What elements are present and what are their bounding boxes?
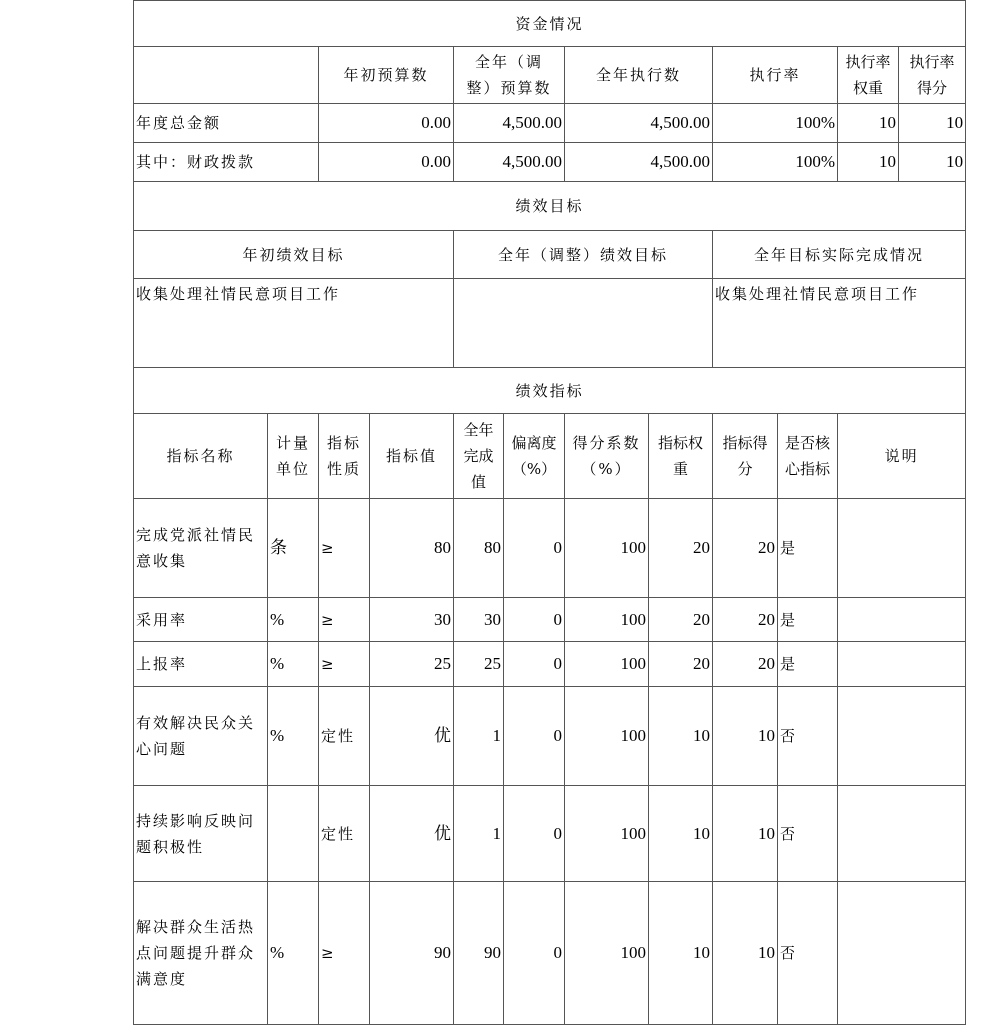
ind-value: 优 <box>370 687 454 786</box>
indicator-row <box>134 882 966 1025</box>
funds-row-weight: 10 <box>838 104 899 143</box>
ind-note <box>838 882 966 1025</box>
ind-header-done <box>454 414 504 499</box>
ind-header-core-line2: 心指标 <box>784 460 830 478</box>
ind-core: 是 <box>778 598 838 642</box>
ind-header-name: 指标名称 <box>134 414 268 499</box>
ind-note <box>838 642 966 687</box>
ind-deviation: 0 <box>504 598 565 642</box>
ind-value: 25 <box>370 642 454 687</box>
funds-section-title: 资金情况 <box>134 1 966 47</box>
funds-header-score-line2: 得分 <box>917 79 948 97</box>
ind-done: 25 <box>454 642 504 687</box>
ind-done: 1 <box>454 786 504 882</box>
ind-header-deviation-line2: （%） <box>511 460 557 478</box>
ind-score: 10 <box>713 687 778 786</box>
indicators-section-title: 绩效指标 <box>134 368 966 414</box>
ind-name: 解决群众生活热点问题提升群众满意度 <box>134 882 268 1025</box>
ind-header-nature <box>319 414 370 499</box>
ind-unit <box>268 786 319 882</box>
ind-header-unit-line2: 单位 <box>275 460 310 478</box>
ind-weight: 10 <box>649 882 713 1025</box>
ind-core: 否 <box>778 786 838 882</box>
funds-row-adjusted: 4,500.00 <box>454 143 565 182</box>
ind-deviation: 0 <box>504 882 565 1025</box>
funds-row-executed: 4,500.00 <box>565 104 713 143</box>
ind-name: 完成党派社情民意收集 <box>134 499 268 598</box>
ind-header-score-line2: 分 <box>737 460 753 478</box>
funds-table <box>133 0 966 182</box>
ind-nature: 定性 <box>319 786 370 882</box>
ind-nature: ≥ <box>319 642 370 687</box>
indicator-row <box>134 786 966 882</box>
ind-unit: 条 <box>268 499 319 598</box>
ind-done: 80 <box>454 499 504 598</box>
ind-done: 90 <box>454 882 504 1025</box>
ind-score: 10 <box>713 882 778 1025</box>
funds-header-blank <box>134 47 319 104</box>
funds-row-score: 10 <box>899 143 966 182</box>
ind-done: 30 <box>454 598 504 642</box>
ind-value: 90 <box>370 882 454 1025</box>
ind-weight: 20 <box>649 642 713 687</box>
ind-coef: 100 <box>565 786 649 882</box>
funds-header-adjusted-line1: 全年（调 <box>474 53 543 71</box>
ind-core: 否 <box>778 687 838 786</box>
ind-header-coef-line2: （%） <box>581 460 632 478</box>
ind-note <box>838 786 966 882</box>
ind-core: 否 <box>778 882 838 1025</box>
goals-table <box>133 181 966 368</box>
ind-name: 上报率 <box>134 642 268 687</box>
ind-unit: % <box>268 882 319 1025</box>
ind-header-nature-line2: 性质 <box>326 460 361 478</box>
indicator-row <box>134 687 966 786</box>
ind-name: 持续影响反映问题积极性 <box>134 786 268 882</box>
ind-weight: 20 <box>649 598 713 642</box>
ind-nature: ≥ <box>319 882 370 1025</box>
goals-header-initial: 年初绩效目标 <box>134 231 454 279</box>
ind-value: 80 <box>370 499 454 598</box>
ind-header-coef <box>565 414 649 499</box>
ind-header-done-line1: 全年 <box>463 421 494 439</box>
ind-coef: 100 <box>565 598 649 642</box>
goals-actual: 收集处理社情民意项目工作 <box>713 279 966 368</box>
ind-core: 是 <box>778 642 838 687</box>
ind-coef: 100 <box>565 499 649 598</box>
ind-header-weight-line1: 指标权 <box>657 434 703 452</box>
ind-nature: 定性 <box>319 687 370 786</box>
funds-header-weight-line1: 执行率 <box>845 53 891 71</box>
ind-unit: % <box>268 687 319 786</box>
ind-score: 10 <box>713 786 778 882</box>
goals-header-adjusted: 全年（调整）绩效目标 <box>454 231 713 279</box>
funds-header-score <box>899 47 966 104</box>
goals-initial: 收集处理社情民意项目工作 <box>134 279 454 368</box>
funds-row-weight: 10 <box>838 143 899 182</box>
ind-deviation: 0 <box>504 499 565 598</box>
ind-header-deviation <box>504 414 565 499</box>
goals-section-title: 绩效目标 <box>134 182 966 231</box>
funds-header-adjusted-line2: 整）预算数 <box>466 79 552 97</box>
funds-header-weight <box>838 47 899 104</box>
ind-nature: ≥ <box>319 598 370 642</box>
ind-deviation: 0 <box>504 687 565 786</box>
ind-header-note: 说明 <box>838 414 966 499</box>
funds-row-rate: 100% <box>713 143 838 182</box>
ind-header-score-line1: 指标得 <box>722 434 768 452</box>
funds-row-label: 年度总金额 <box>134 104 319 143</box>
ind-header-core-line1: 是否核 <box>784 434 830 452</box>
funds-row-initial: 0.00 <box>319 143 454 182</box>
funds-row-initial: 0.00 <box>319 104 454 143</box>
ind-score: 20 <box>713 499 778 598</box>
ind-value: 优 <box>370 786 454 882</box>
ind-deviation: 0 <box>504 786 565 882</box>
ind-header-deviation-line1: 偏离度 <box>511 434 557 452</box>
funds-section <box>133 0 965 1025</box>
ind-header-core <box>778 414 838 499</box>
funds-header-executed: 全年执行数 <box>565 47 713 104</box>
funds-row-rate: 100% <box>713 104 838 143</box>
funds-row-executed: 4,500.00 <box>565 143 713 182</box>
ind-note <box>838 598 966 642</box>
ind-header-nature-line1: 指标 <box>326 434 361 452</box>
goals-header-actual: 全年目标实际完成情况 <box>713 231 966 279</box>
ind-header-done-line2: 完成 <box>463 447 494 465</box>
indicators-table <box>133 367 966 1025</box>
ind-weight: 10 <box>649 786 713 882</box>
funds-header-weight-line2: 权重 <box>852 79 883 97</box>
ind-weight: 10 <box>649 687 713 786</box>
ind-header-coef-line1: 得分系数 <box>572 434 641 452</box>
ind-header-weight <box>649 414 713 499</box>
funds-row-adjusted: 4,500.00 <box>454 104 565 143</box>
funds-row <box>134 104 966 143</box>
indicator-row <box>134 642 966 687</box>
funds-header-adjusted <box>454 47 565 104</box>
ind-header-unit-line1: 计量 <box>275 434 310 452</box>
ind-done: 1 <box>454 687 504 786</box>
indicator-row <box>134 499 966 598</box>
goals-adjusted <box>454 279 713 368</box>
ind-unit: % <box>268 598 319 642</box>
funds-row-score: 10 <box>899 104 966 143</box>
funds-header-initial: 年初预算数 <box>319 47 454 104</box>
funds-header-score-line1: 执行率 <box>909 53 955 71</box>
ind-value: 30 <box>370 598 454 642</box>
ind-score: 20 <box>713 598 778 642</box>
indicator-row <box>134 598 966 642</box>
funds-row-label: 其中：财政拨款 <box>134 143 319 182</box>
funds-row <box>134 143 966 182</box>
ind-core: 是 <box>778 499 838 598</box>
ind-deviation: 0 <box>504 642 565 687</box>
ind-coef: 100 <box>565 882 649 1025</box>
funds-header-rate: 执行率 <box>713 47 838 104</box>
ind-unit: % <box>268 642 319 687</box>
ind-score: 20 <box>713 642 778 687</box>
ind-coef: 100 <box>565 642 649 687</box>
ind-coef: 100 <box>565 687 649 786</box>
ind-weight: 20 <box>649 499 713 598</box>
ind-header-done-line3: 值 <box>470 473 486 491</box>
ind-name: 采用率 <box>134 598 268 642</box>
ind-header-unit <box>268 414 319 499</box>
ind-header-weight-line2: 重 <box>672 460 688 478</box>
ind-header-value: 指标值 <box>370 414 454 499</box>
ind-nature: ≥ <box>319 499 370 598</box>
ind-note <box>838 687 966 786</box>
ind-header-score <box>713 414 778 499</box>
ind-note <box>838 499 966 598</box>
ind-name: 有效解决民众关心问题 <box>134 687 268 786</box>
